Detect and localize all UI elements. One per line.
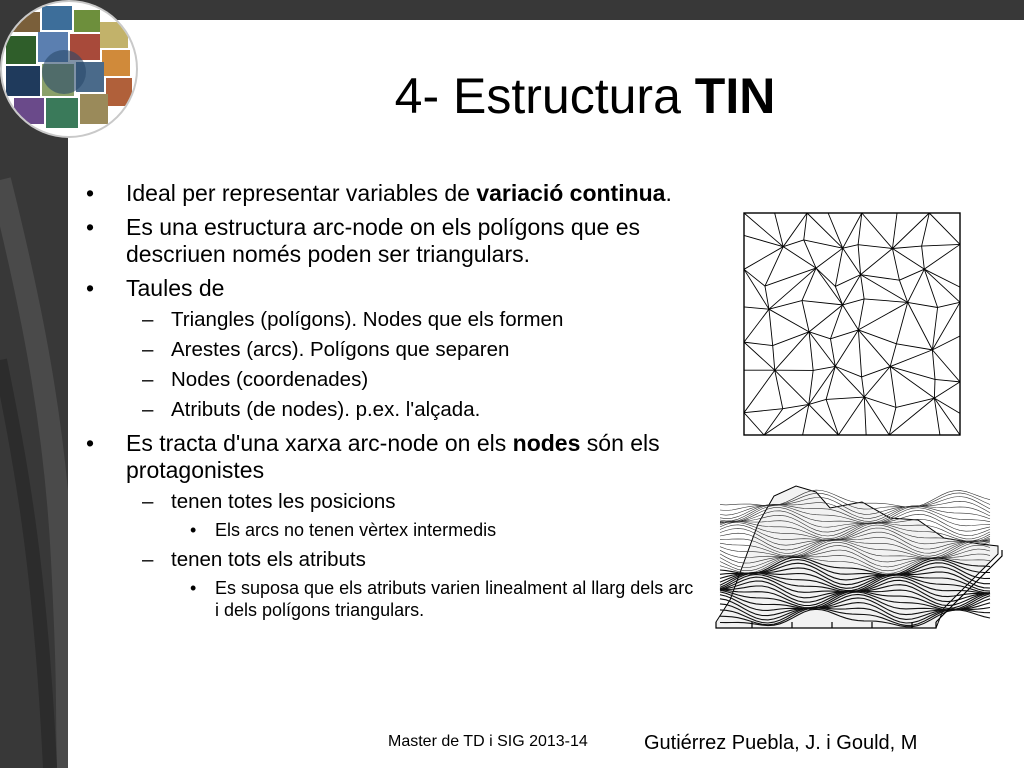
- bullet-text: Taules de: [126, 275, 225, 301]
- bullet-icon: •: [86, 430, 95, 456]
- tin-edge: [892, 248, 899, 280]
- tin-edge: [764, 409, 783, 435]
- tin-edge: [861, 248, 893, 274]
- tin-edge: [826, 366, 835, 399]
- tin-edge: [835, 248, 842, 286]
- bullet-icon: •: [86, 275, 95, 301]
- tin-edge: [890, 367, 896, 408]
- tin-edge: [843, 213, 862, 248]
- bullet-text: Es tracta d'una xarxa arc-node on els: [126, 430, 513, 456]
- 3d-terrain-surface-figure: [712, 480, 1004, 640]
- footer-course: Master de TD i SIG 2013-14: [388, 733, 588, 750]
- tin-edge: [809, 332, 830, 339]
- tin-edge: [922, 213, 930, 246]
- tin-edge: [769, 309, 809, 332]
- tin-edge: [828, 213, 843, 248]
- tin-edge: [816, 268, 843, 305]
- tin-edge: [764, 404, 809, 435]
- bullet-icon: •: [86, 180, 95, 206]
- tin-edge: [864, 299, 908, 302]
- tin-edge: [835, 366, 864, 397]
- bullet-text: Ideal per representar variables de: [126, 180, 477, 206]
- sub-bullet-item: [84, 547, 696, 573]
- tin-edge: [775, 213, 784, 247]
- sub-bullet-text: Triangles (polígons). Nodes que els formen: [171, 308, 564, 331]
- tin-edge: [890, 344, 896, 367]
- tin-edge: [892, 213, 929, 248]
- sub-sub-bullet-text: Els arcs no tenen vèrtex intermedis: [215, 520, 497, 540]
- dash-icon: –: [142, 548, 154, 571]
- tin-edge: [861, 275, 865, 299]
- tin-edge: [890, 350, 932, 367]
- dash-icon: –: [142, 338, 154, 361]
- bullet-suffix: són els protagonistes: [126, 430, 660, 483]
- tin-edge: [864, 397, 866, 435]
- tin-edge: [826, 397, 864, 399]
- bullet-icon: •: [190, 520, 197, 540]
- tin-edge: [934, 382, 960, 398]
- tin-edge: [744, 370, 775, 412]
- tin-edge: [934, 398, 940, 435]
- sub-bullet-text: Nodes (coordenades): [171, 368, 369, 391]
- bullet-suffix: .: [665, 180, 672, 206]
- tin-triangulation-figure: [742, 210, 964, 447]
- tin-edge: [744, 213, 783, 247]
- bullet-item: [84, 275, 696, 302]
- sub-sub-bullet-text: Es suposa que els atributs varien linealment al llarg dels arc i dels polígons triangulars.: [215, 578, 694, 620]
- tin-edge: [922, 244, 960, 246]
- tin-edge: [744, 409, 783, 413]
- tin-edge: [892, 213, 897, 248]
- tin-edge: [804, 240, 843, 248]
- tin-edge: [826, 399, 838, 435]
- tin-edge: [802, 301, 809, 332]
- bullet-item: [84, 180, 696, 207]
- bullet-text: Es una estructura arc-node on els polígons que es descriuen només poden ser triangulars.: [126, 214, 640, 267]
- tin-edge: [773, 332, 809, 346]
- tin-edge: [858, 302, 907, 330]
- sub-bullet-item: [84, 489, 696, 515]
- tin-edge: [816, 248, 843, 268]
- sub-bullet-text: Atributs (de nodes). p.ex. l'alçada.: [171, 398, 481, 421]
- tin-edge: [864, 397, 889, 435]
- bullet-item: [84, 214, 696, 268]
- tin-edge: [932, 307, 937, 349]
- tin-edge: [816, 268, 835, 286]
- tin-edge: [861, 275, 900, 281]
- tin-edge: [858, 299, 864, 330]
- tin-edge: [929, 213, 960, 244]
- tin-edge: [809, 332, 813, 371]
- tin-edge: [858, 245, 892, 249]
- footer-credit: Gutiérrez Puebla, J. i Gould, M: [644, 732, 918, 754]
- tin-edge: [775, 370, 783, 409]
- tin-edge: [922, 246, 925, 269]
- slide-title-bold: TIN: [694, 68, 776, 124]
- tin-edge: [934, 398, 960, 413]
- bullet-icon: •: [86, 214, 95, 240]
- tin-edge: [835, 366, 861, 377]
- tin-edge: [775, 370, 809, 404]
- tin-edge: [807, 213, 843, 248]
- tin-edge: [858, 213, 862, 245]
- tin-edge: [908, 269, 925, 302]
- tin-edge: [843, 245, 858, 248]
- tin-edge: [908, 302, 938, 307]
- sub-sub-bullet-item: [84, 577, 696, 621]
- tin-edge: [830, 330, 858, 339]
- tin-edge: [908, 302, 933, 349]
- tin-edge: [932, 350, 935, 380]
- tin-edge: [783, 240, 804, 247]
- tin-edge: [835, 330, 858, 366]
- tin-edge: [744, 342, 773, 345]
- tin-edge: [858, 245, 860, 275]
- tin-edge: [769, 309, 773, 345]
- sub-sub-bullet-item: [84, 519, 696, 541]
- tin-edge: [892, 248, 924, 269]
- tin-edge: [803, 404, 809, 435]
- tin-edge: [864, 397, 896, 407]
- tin-edge: [775, 332, 809, 370]
- dash-icon: –: [142, 490, 154, 513]
- slide-title: [300, 66, 870, 126]
- tin-edge: [783, 213, 807, 247]
- tin-edge: [934, 398, 960, 435]
- sub-bullet-text: tenen tots els atributs: [171, 548, 366, 571]
- tin-edge: [934, 379, 935, 398]
- slide-title-text: 4- Estructura: [394, 68, 695, 124]
- sub-bullet-text: tenen totes les posicions: [171, 490, 396, 513]
- tin-edge: [896, 344, 932, 350]
- tin-edge: [899, 269, 924, 280]
- tin-edge: [773, 346, 775, 371]
- tin-edge: [890, 367, 935, 380]
- tin-edge: [861, 275, 908, 303]
- tin-edge: [809, 404, 839, 435]
- tin-edge: [843, 248, 861, 274]
- tin-edge: [744, 307, 769, 309]
- tin-edge: [935, 379, 960, 381]
- tin-edge: [765, 268, 816, 286]
- tin-edge: [858, 330, 861, 377]
- sub-bullet-item: [84, 397, 696, 423]
- tin-edge: [813, 366, 835, 370]
- bullet-list: [84, 180, 696, 627]
- sub-bullet-item: [84, 337, 696, 363]
- tin-edge: [838, 397, 864, 435]
- bullet-icon: •: [190, 578, 197, 598]
- sub-bullet-text: Arestes (arcs). Polígons que separen: [171, 338, 510, 361]
- sub-bullet-item: [84, 367, 696, 393]
- tin-edge: [899, 280, 907, 302]
- top-frame-bar: [0, 0, 1024, 20]
- dash-icon: –: [142, 398, 154, 421]
- bullet-item: [84, 430, 696, 484]
- sub-bullet-item: [84, 307, 696, 333]
- tin-edge: [744, 342, 775, 370]
- tin-edge: [744, 247, 783, 270]
- tin-edge: [744, 309, 769, 342]
- tin-edge: [802, 301, 843, 305]
- tin-edge: [843, 305, 859, 330]
- tin-edge: [830, 339, 835, 367]
- tin-edge: [890, 367, 934, 399]
- dash-icon: –: [142, 308, 154, 331]
- tin-edge: [802, 268, 816, 300]
- dash-icon: –: [142, 368, 154, 391]
- tin-edge: [744, 269, 765, 286]
- bullet-bold: variació continua: [476, 180, 666, 206]
- tin-edge: [862, 213, 893, 248]
- bullet-bold: nodes: [512, 430, 581, 456]
- tin-edge: [938, 302, 960, 307]
- tin-edge: [892, 246, 921, 248]
- tin-edge: [932, 350, 960, 382]
- tin-edge: [744, 413, 764, 435]
- tin-edge: [896, 302, 907, 343]
- tin-edge: [924, 244, 960, 269]
- globe-logo-icon: [2, 2, 136, 136]
